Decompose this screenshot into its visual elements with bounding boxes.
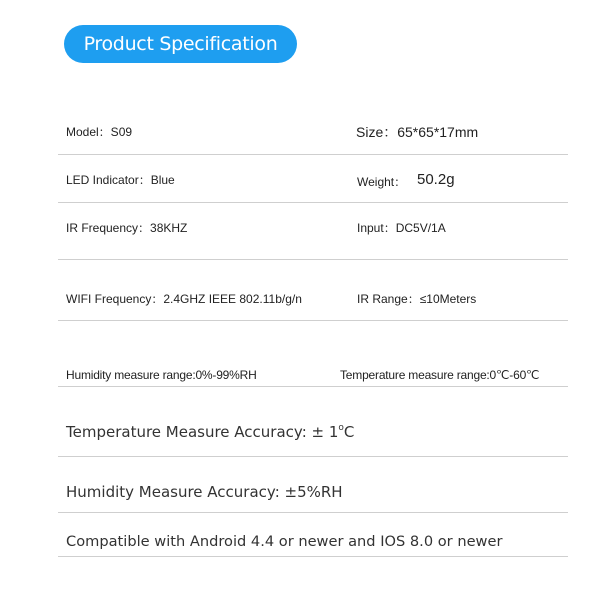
divider — [58, 202, 568, 203]
spec-ir-frequency: IR Frequency：38KHZ — [66, 221, 188, 235]
divider — [58, 386, 568, 387]
divider — [58, 320, 568, 321]
spec-temperature-accuracy — [66, 423, 354, 441]
spec-compatibility: Compatible with Android 4.4 or newer and IOS 8.0 or newer — [66, 533, 503, 550]
spec-humidity-accuracy: Humidity Measure Accuracy: ±5%RH — [66, 483, 343, 501]
section-title-badge: Product Specification — [64, 25, 297, 63]
divider — [58, 259, 568, 260]
divider — [58, 154, 568, 155]
spec-input: Input：DC5V/1A — [357, 221, 446, 235]
spec-wifi-frequency: WIFI Frequency：2.4GHZ IEEE 802.11b/g/n — [66, 292, 302, 306]
spec-humidity-range: Humidity measure range:0%-99%RH — [66, 368, 257, 382]
temperature-accuracy-text: Temperature Measure Accuracy: ± 1 — [66, 423, 339, 441]
divider — [58, 456, 568, 457]
degree-mark: o — [338, 423, 344, 433]
spec-temperature-range: Temperature measure range:0℃-60℃ — [340, 368, 540, 382]
spec-weight-label: Weight： — [357, 175, 407, 189]
temperature-unit: C — [343, 423, 355, 441]
spec-ir-range: IR Range：≤10Meters — [357, 292, 477, 306]
divider — [58, 556, 568, 557]
spec-size: Size：65*65*17mm — [356, 124, 479, 140]
spec-model: Model：S09 — [66, 125, 133, 139]
spec-weight-value: 50.2g — [417, 171, 455, 188]
spec-led-indicator: LED Indicator：Blue — [66, 173, 175, 187]
divider — [58, 512, 568, 513]
